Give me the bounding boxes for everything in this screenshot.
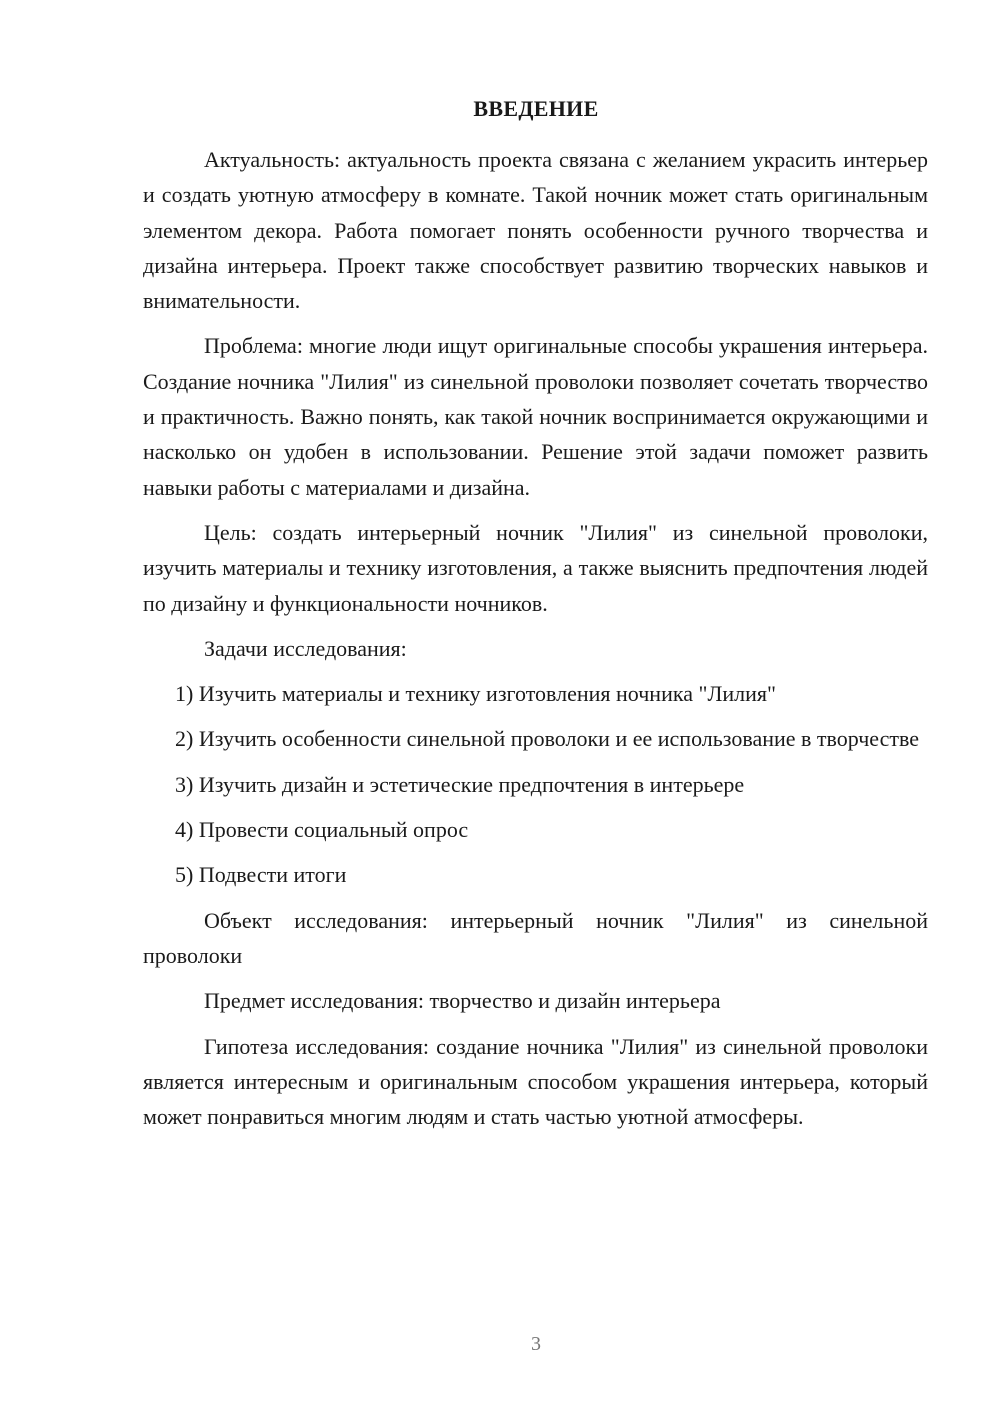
task-item-1: 1) Изучить материалы и технику изготовления ночника "Лилия" bbox=[175, 681, 776, 707]
paragraph-goal: Цель: создать интерьерный ночник "Лилия" из синельной проволоки, изучить материалы и технику изготовления, а также выяснить предпочтения людей по дизайну и функциональности ночников. bbox=[143, 519, 928, 616]
paragraph-subject: Предмет исследования: творчество и дизайн интерьера bbox=[204, 988, 721, 1014]
task-item-2: 2) Изучить особенности синельной проволоки и ее использование в творчестве bbox=[175, 726, 919, 752]
task-item-3: 3) Изучить дизайн и эстетические предпочтения в интерьере bbox=[175, 771, 745, 797]
paragraph-relevance: Актуальность: актуальность проекта связана с желанием украсить интерьер и создать уютную атмосферу в комнате. Такой ночник может стать оригинальным элементом декора. Работа помогает понять особенности ручного творчества и дизайна интерьера. Проект также способствует развитию творческих навыков и внимательности. bbox=[143, 147, 928, 314]
paragraph-hypothesis: Гипотеза исследования: создание ночника "Лилия" из синельной проволоки является интересным и оригинальным способом украшения интерьера, который может понравиться многим людям и стать частью уютной атмосферы. bbox=[143, 1033, 928, 1130]
document-body bbox=[143, 142, 928, 1144]
paragraph-problem: Проблема: многие люди ищут оригинальные способы украшения интерьера. Создание ночника "Лилия" из синельной проволоки позволяет сочетать творчество и практичность. Важно понять, как такой ночник воспринимается окружающими и насколько он удобен в использовании. Решение этой задачи поможет развить навыки работы с материалами и дизайна. bbox=[143, 333, 928, 500]
page-title: ВВЕДЕНИЕ bbox=[473, 96, 599, 121]
page-number: 3 bbox=[531, 1333, 541, 1355]
task-item-5: 5) Подвести итоги bbox=[175, 862, 347, 888]
paragraph-object: Объект исследования: интерьерный ночник "Лилия" из синельной проволоки bbox=[143, 907, 928, 968]
paragraph-tasks-heading: Задачи исследования: bbox=[204, 635, 407, 661]
task-item-4: 4) Провести социальный опрос bbox=[175, 817, 469, 843]
